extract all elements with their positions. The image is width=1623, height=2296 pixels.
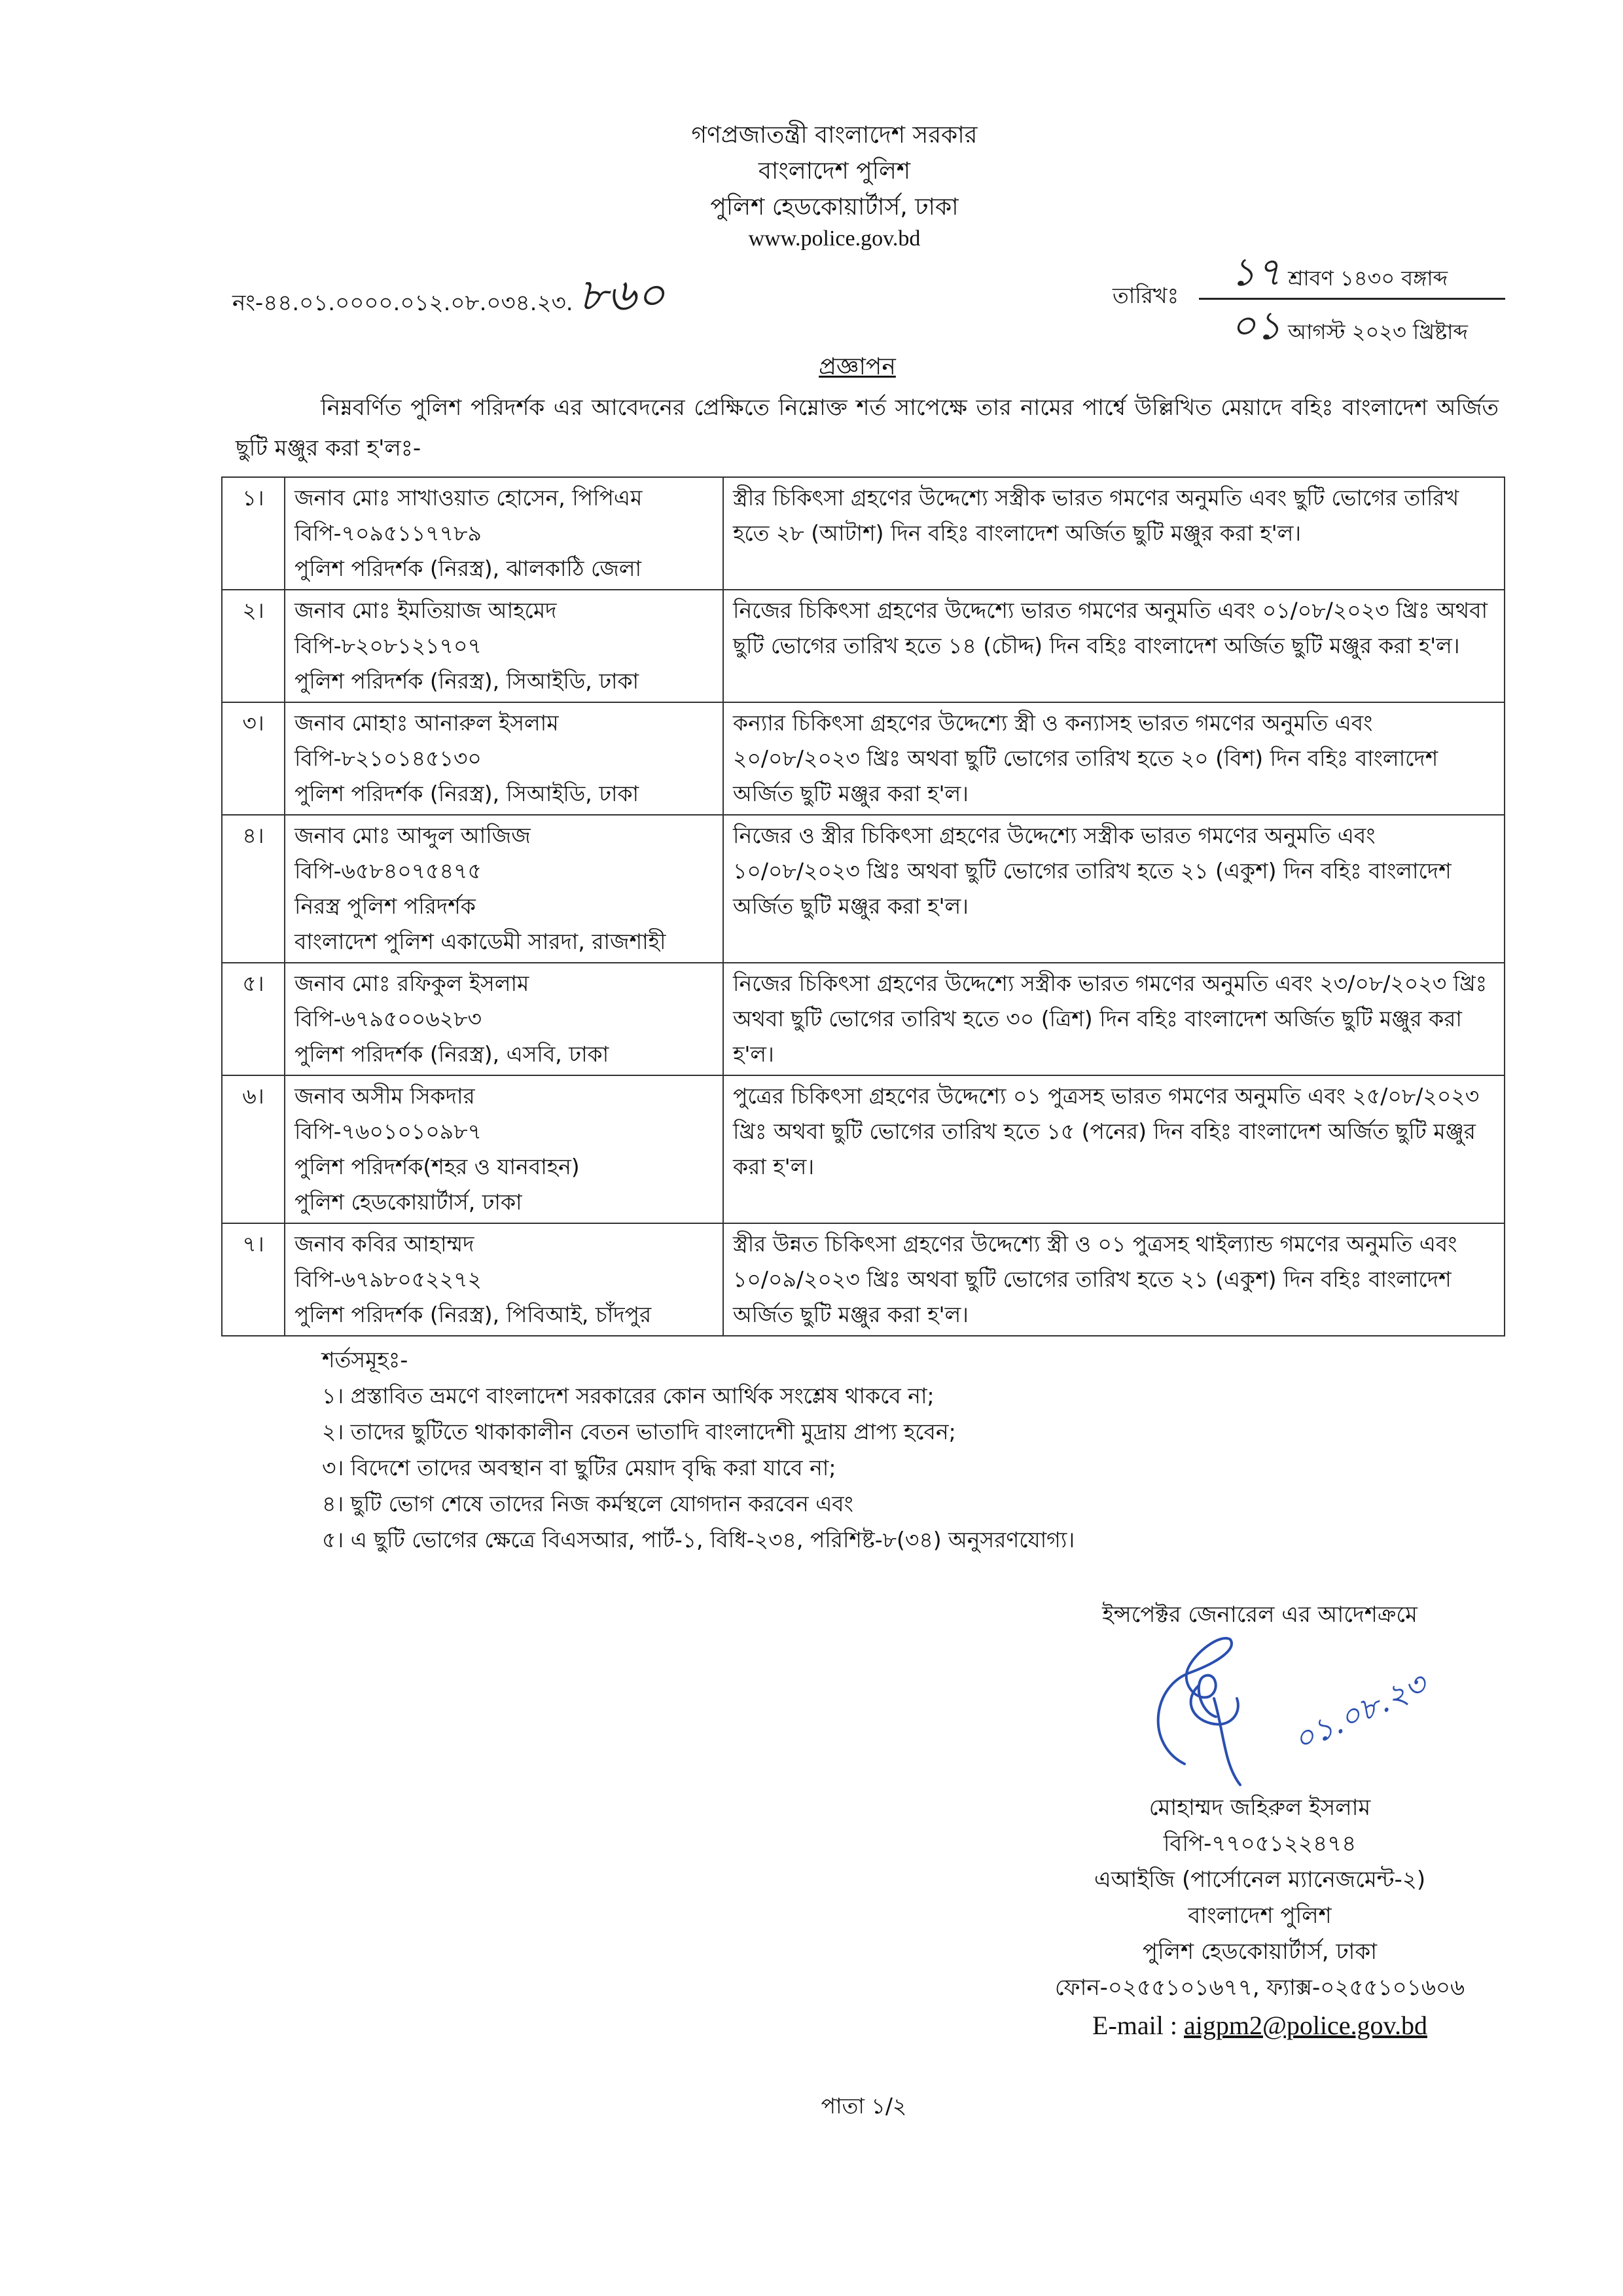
date-label: তারিখঃ <box>1113 283 1179 308</box>
condition-item: ৪। ছুটি ভোগ শেষে তাদের নিজ কর্মস্থলে যোগদান করবেন এবং <box>322 1491 853 1516</box>
officer-name: জনাব মোঃ আব্দুল আজিজ <box>294 823 531 848</box>
signatory-designation: এআইজি (পার্সোনেল ম্যানেজমেন্ট-২) <box>1094 1867 1426 1893</box>
officer-bp: বিপি-৬৭৯৫০০৬২৮৩ <box>294 1006 482 1031</box>
signatory-bp: বিপি-৭৭০৫১২২৪৭৪ <box>1163 1831 1357 1857</box>
signatory-phone-fax: ফোন-০২৫৫১০১৬৭৭, ফ্যাক্স-০২৫৫১০১৬০৬ <box>1054 1975 1465 2001</box>
officer-bp: বিপি-৮২০৮১২১৭০৭ <box>294 633 482 658</box>
conditions-list <box>322 1378 1505 1558</box>
memo-ref-handwritten: ৮৬০ <box>578 270 666 321</box>
table-row <box>222 815 1505 963</box>
row-number: ২। <box>222 590 285 702</box>
officer-cell <box>285 1075 723 1223</box>
table-row <box>222 1075 1505 1223</box>
officer-cell <box>285 1223 723 1336</box>
signature-date: ০১.০৮.২৩ <box>1287 1666 1433 1759</box>
header-org: বাংলাদেশ পুলিশ <box>758 158 911 185</box>
email-link[interactable]: aigpm2@police.gov.bd <box>1184 2011 1427 2040</box>
officer-bp: বিপি-৬৫৮৪০৭৫৪৭৫ <box>294 858 482 884</box>
date-bangla-day: ১৭ <box>1230 249 1281 295</box>
row-number: ৭। <box>222 1223 285 1336</box>
table-row <box>222 590 1505 702</box>
leave-details: নিজের চিকিৎসা গ্রহণের উদ্দেশ্যে সস্ত্রীক ভারত গমণের অনুমতি এবং ২৩/০৮/২০২৩ খ্রিঃ অথবা ছুটি ভোগের তারিখ হতে ৩০ (ত্রিশ) দিন বহিঃ বাংলাদেশ অর্জিত ছুটি মঞ্জুর করা হ'ল। <box>723 963 1505 1075</box>
officer-bp: বিপি-৬৭৯৮০৫২২৭২ <box>294 1266 482 1292</box>
email-label: E-mail : <box>1092 2011 1177 2040</box>
officer-post: পুলিশ পরিদর্শক (নিরস্ত্র), ঝালকাঠি জেলা <box>294 556 642 581</box>
officer-cell <box>285 963 723 1075</box>
handwritten-signature <box>1126 1633 1466 1790</box>
officer-bp: বিপি-৭০৯৫১১৭৭৮৯ <box>294 520 482 546</box>
officer-cell <box>285 815 723 963</box>
conditions-heading: শর্তসমূহঃ- <box>322 1347 408 1372</box>
date-gregorian <box>1230 302 1468 355</box>
header-office: পুলিশ হেডকোয়ার্টার্স, ঢাকা <box>710 194 959 221</box>
row-number: ৪। <box>222 815 285 963</box>
officer-post: পুলিশ পরিদর্শক (নিরস্ত্র), এসবি, ঢাকা <box>294 1041 609 1067</box>
condition-item: ১। প্রস্তাবিত ভ্রমণে বাংলাদেশ সরকারের কোন আর্থিক সংশ্লেষ থাকবে না; <box>322 1383 935 1408</box>
table-row <box>222 477 1505 590</box>
officer-post: পুলিশ পরিদর্শক (নিরস্ত্র), সিআইডি, ঢাকা <box>294 781 639 806</box>
leave-details: নিজের চিকিৎসা গ্রহণের উদ্দেশ্যে ভারত গমণের অনুমতি এবং ০১/০৮/২০২৩ খ্রিঃ অথবা ছুটি ভোগের তারিখ হতে ১৪ (চৌদ্দ) দিন বহিঃ বাংলাদেশ অর্জিত ছুটি মঞ্জুর করা হ'ল। <box>723 590 1505 702</box>
condition-item: ৩। বিদেশে তাদের অবস্থান বা ছুটির মেয়াদ বৃদ্ধি করা যাবে না; <box>322 1455 836 1480</box>
memo-ref <box>232 268 665 331</box>
memo-ref-number: নং-৪৪.০১.০০০০.০১২.০৮.০৩৪.২৩. <box>232 290 573 316</box>
document-body <box>221 387 1505 2121</box>
officer-post: পুলিশ পরিদর্শক (নিরস্ত্র), পিবিআই, চাঁদপুর <box>294 1302 652 1327</box>
leave-details: নিজের ও স্ত্রীর চিকিৎসা গ্রহণের উদ্দেশ্যে সস্ত্রীক ভারত গমণের অনুমতি এবং ১০/০৮/২০২৩ খ্রিঃ অথবা ছুটি ভোগের তারিখ হতে ২১ (একুশ) দিন বহিঃ বাংলাদেশ অর্জিত ছুটি মঞ্জুর করা হ'ল। <box>723 815 1505 963</box>
date-divider <box>1199 298 1505 300</box>
date-greg-day: ০১ <box>1230 303 1281 349</box>
officer-post: পুলিশ পরিদর্শক (নিরস্ত্র), সিআইডি, ঢাকা <box>294 668 639 694</box>
row-number: ১। <box>222 477 285 590</box>
page-title: প্রজ্ঞাপন <box>819 353 896 380</box>
signatory-block <box>982 1790 1538 2045</box>
officer-cell <box>285 590 723 702</box>
table-row <box>222 702 1505 815</box>
table-row <box>222 1223 1505 1336</box>
condition-item: ২। তাদের ছুটিতে থাকাকালীন বেতন ভাতাদি বাংলাদেশী মুদ্রায় প্রাপ্য হবেন; <box>322 1419 956 1444</box>
leave-details: কন্যার চিকিৎসা গ্রহণের উদ্দেশ্যে স্ত্রী ও কন্যাসহ ভারত গমণের অনুমতি এবং ২০/০৮/২০২৩ খ্রিঃ অথবা ছুটি ভোগের তারিখ হতে ২০ (বিশ) দিন বহিঃ বাংলাদেশ অর্জিত ছুটি মঞ্জুর করা হ'ল। <box>723 702 1505 815</box>
row-number: ৫। <box>222 963 285 1075</box>
signatory-name: মোহাম্মদ জহিরুল ইসলাম <box>1149 1795 1371 1821</box>
officer-name: জনাব অসীম সিকদার <box>294 1083 475 1109</box>
officer-bp: বিপি-৮২১০১৪৫১৩০ <box>294 745 482 771</box>
signatory-org: বাংলাদেশ পুলিশ <box>1188 1903 1332 1929</box>
signature-order-line: ইন্সপেক্টর জেনারেল এর আদেশক্রমে <box>1102 1602 1418 1628</box>
leave-details: স্ত্রীর উন্নত চিকিৎসা গ্রহণের উদ্দেশ্যে স্ত্রী ও ০১ পুত্রসহ থাইল্যান্ড গমণের অনুমতি এবং ১০/০৯/২০২৩ খ্রিঃ অথবা ছুটি ভোগের তারিখ হতে ২১ (একুশ) দিন বহিঃ বাংলাদেশ অর্জিত ছুটি মঞ্জুর করা হ'ল। <box>723 1223 1505 1336</box>
header-govt: গণপ্রজাতন্ত্রী বাংলাদেশ সরকার <box>691 122 978 149</box>
date-greg-rest: আগস্ট ২০২৩ খ্রিষ্টাব্দ <box>1288 319 1468 344</box>
row-number: ৬। <box>222 1075 285 1223</box>
signature-area <box>982 1633 1538 1790</box>
officer-post-2: পুলিশ হেডকোয়ার্টার্স, ঢাকা <box>294 1189 522 1215</box>
officer-name: জনাব কবির আহাম্মদ <box>294 1231 474 1257</box>
leave-details: পুত্রের চিকিৎসা গ্রহণের উদ্দেশ্যে ০১ পুত্রসহ ভারত গমণের অনুমতি এবং ২৫/০৮/২০২৩ খ্রিঃ অথবা ছুটি ভোগের তারিখ হতে ১৫ (পনের) দিন বহিঃ বাংলাদেশ অর্জিত ছুটি মঞ্জুর করা হ'ল। <box>723 1075 1505 1223</box>
officer-bp: বিপি-৭৬০১০১০৯৮৭ <box>294 1119 482 1144</box>
leave-table <box>221 476 1505 1336</box>
officer-post: পুলিশ পরিদর্শক(শহর ও যানবাহন) <box>294 1154 580 1179</box>
signatory-office: পুলিশ হেডকোয়ার্টার্স, ঢাকা <box>1142 1939 1378 1965</box>
signatory-email-line <box>982 2006 1538 2045</box>
date-bangla <box>1230 249 1448 302</box>
page-number: পাতা ১/২ <box>821 2093 907 2119</box>
header-website: www.police.gov.bd <box>748 226 921 251</box>
officer-name: জনাব মোহাঃ আনারুল ইসলাম <box>294 710 559 736</box>
condition-item: ৫। এ ছুটি ভোগের ক্ষেত্রে বিএসআর, পার্ট-১, বিধি-২৩৪, পরিশিষ্ট-৮(৩৪) অনুসরণযোগ্য। <box>322 1527 1075 1552</box>
intro-paragraph: নিম্নবর্ণিত পুলিশ পরিদর্শক এর আবেদনের প্রেক্ষিতে নিম্নোক্ত শর্ত সাপেক্ষে তার নামের পার্শ্বে উল্লিখিত মেয়াদে বহিঃ বাংলাদেশ অর্জিত ছুটি মঞ্জুর করা হ'লঃ- <box>236 395 1499 461</box>
date-bangla-rest: শ্রাবণ ১৪৩০ বঙ্গাব্দ <box>1288 266 1448 291</box>
officer-post: নিরস্ত্র পুলিশ পরিদর্শক <box>294 893 476 919</box>
officer-name: জনাব মোঃ সাখাওয়াত হোসেন, পিপিএম <box>294 485 643 511</box>
officer-post-2: বাংলাদেশ পুলিশ একাডেমী সারদা, রাজশাহী <box>294 929 666 954</box>
leave-details: স্ত্রীর চিকিৎসা গ্রহণের উদ্দেশ্যে সস্ত্রীক ভারত গমণের অনুমতি এবং ছুটি ভোগের তারিখ হতে ২৮ (আটাশ) দিন বহিঃ বাংলাদেশ অর্জিত ছুটি মঞ্জুর করা হ'ল। <box>723 477 1505 590</box>
row-number: ৩। <box>222 702 285 815</box>
officer-name: জনাব মোঃ ইমতিয়াজ আহমেদ <box>294 598 557 623</box>
officer-cell <box>285 477 723 590</box>
table-row <box>222 963 1505 1075</box>
officer-cell <box>285 702 723 815</box>
officer-name: জনাব মোঃ রফিকুল ইসলাম <box>294 971 529 996</box>
